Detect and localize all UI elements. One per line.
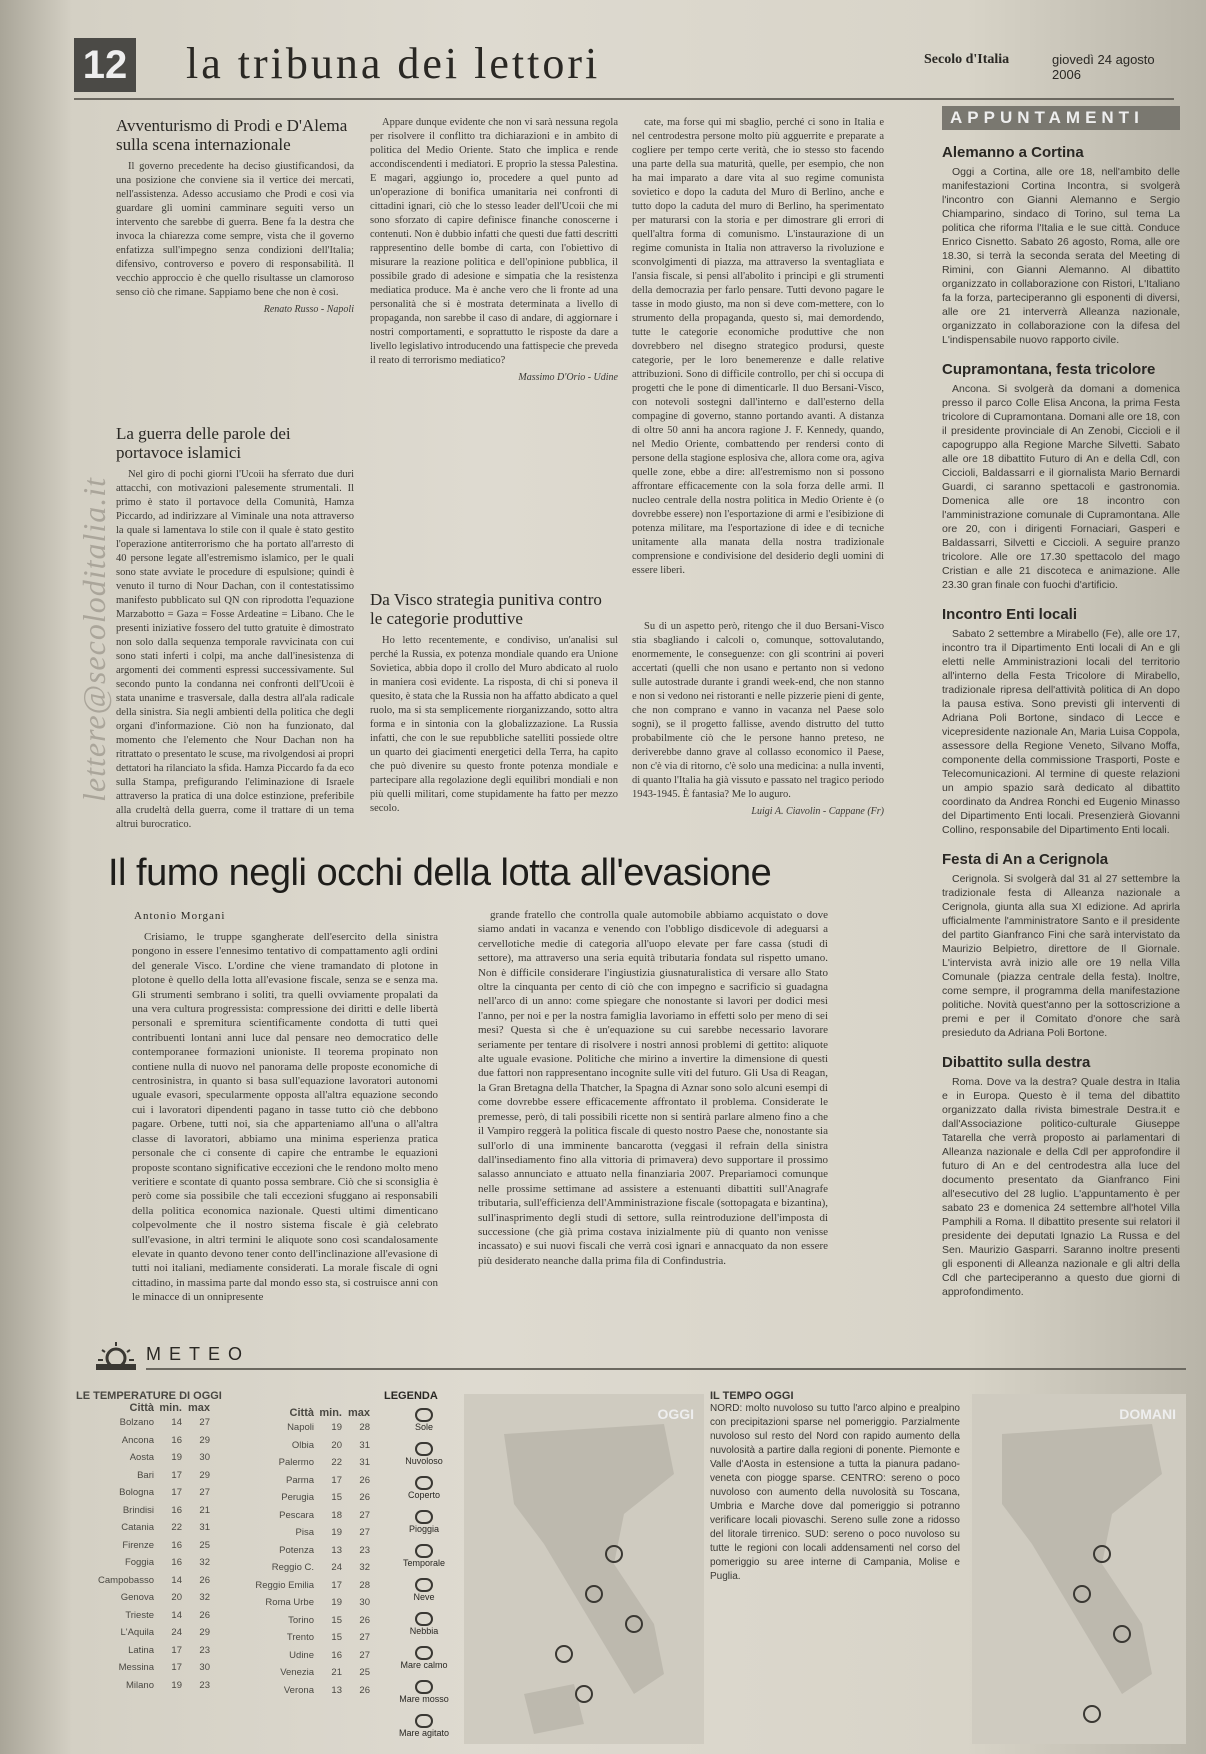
cell-city: Campobasso xyxy=(98,1574,154,1586)
legend-item xyxy=(384,1408,464,1432)
table-header xyxy=(236,1407,370,1419)
cell-max: 31 xyxy=(359,1439,370,1451)
weather-body: NORD: molto nuvoloso su tutto l'arco alpino e prealpino con precipitazioni sparse nel pomeriggio. Parzialmente nuvoloso sul resto del Nord con rapido aumento della nuvolosità a partire dalla regioni di ponente. Piemonte e Valle d'Aosta in estensione a tutta la pianura padano-veneta con piogge sparse. CENTRO: sereno o poco nuvoloso con aumento della nuvolosità su Toscana, Umbria e Marche dove dal pomeriggio si potranno verificare locali piovaschi. Sereno sulle zone a ridosso del litorale tirrenico. SUD: sereno o poco nuvoloso su tutte le regioni con locali addensamenti nel corso del pomeriggio su aree interne di Campania, Molise e Puglia. xyxy=(710,1403,960,1582)
table-row xyxy=(236,1454,370,1472)
legend-item xyxy=(384,1476,464,1500)
cell-min: 19 xyxy=(171,1679,182,1691)
weather-icon xyxy=(415,1612,433,1626)
cell-min: 19 xyxy=(331,1527,342,1538)
col-min: min. xyxy=(159,1402,182,1414)
legend-item xyxy=(384,1544,464,1568)
table-row xyxy=(76,1659,222,1677)
letter-body: cate, ma forse qui mi sbaglio, perché ci sono in Italia e nel centrodestra persone molto più agguerrite e preparate a cogliere per tempo certe verità, che io stesso sto facendo una parte della sua maturità, quelle, per esempio, che non ha mai imparato a dare vita al suo regime comunista sovietico e dopo la caduta del Muro di Berlino, anche e tutto dopo la caduta del muro di Berlino, ha sperimentato per maturarsi con la storia e per dimostrare gli errori di quell'altra forma di comunismo. L'instaurazione di un regime comunista in Italia non attraverso la rivoluzione e sconvolgimenti di piazza, ma attraverso la sventagliata e l'ansia fiscale, si pensi all'abolito i principi e gli strumenti della democrazia per farlo pensare. Tutti devono pagare le tasse in modo giusto, ma non si deve com-mettere, con lo strumento della propaganda, questo si, mai demordendo, tutte le categorie economiche produttive che non dovrebbero nel disegno strategico prodursi, queste categorie, per le loro benemerenze e dalle relative attribuzioni. Sono di difficile controllo, per chi si occupa di progetti che le pone di dimenticarle. Il duo Bersani-Visco, con notevoli sostegni dall'interno e dall'esterno della compagine di governo, stanno portando avanti. A distanza di oltre 50 anni ha ancora ragione J. F. Kennedy, quando, nel Medio Oriente, combattendo per rendersi conto di persone della stagione esplosiva che, allora come ora, agiva quelle zone, ebbe a dire: all'estremismo non si possono affrontare efficacemente con la sola forza delle armi. Il nucleo centrale della nostra politica in Medio Oriente è (o dovrebbe essere) non l'esportazione di armi e l'esibizione di potenza militare, ma l'esportazione di idee e di tecniche unitamente alla manata della nostra tradizionale comprensione e condivisione del desiderio degli uomini di essere liberi. xyxy=(632,117,884,576)
cell-max: 32 xyxy=(199,1592,210,1603)
table-row xyxy=(76,1642,222,1660)
table-row xyxy=(76,1554,222,1572)
cell-city: Pisa xyxy=(295,1527,314,1538)
cell-max: 29 xyxy=(199,1469,210,1481)
legend-item xyxy=(384,1442,464,1466)
cell-max: 29 xyxy=(199,1627,210,1638)
legend-label: Mare calmo xyxy=(400,1660,448,1670)
table-row xyxy=(236,1419,370,1437)
cell-min: 15 xyxy=(331,1614,342,1626)
cell-city: Trento xyxy=(286,1632,314,1643)
table-row xyxy=(76,1624,222,1642)
cell-max: 21 xyxy=(199,1504,210,1516)
table-row xyxy=(236,1647,370,1665)
cell-city: Parma xyxy=(286,1474,314,1486)
legend-item xyxy=(384,1612,464,1636)
cell-min: 16 xyxy=(331,1649,342,1661)
table-row xyxy=(76,1572,222,1590)
table-row xyxy=(236,1472,370,1490)
cell-min: 14 xyxy=(171,1609,182,1621)
table-row xyxy=(76,1607,222,1625)
meteo-header xyxy=(66,1338,1186,1374)
temperature-table-left xyxy=(76,1390,222,1694)
table-row xyxy=(236,1664,370,1682)
cell-city: Catania xyxy=(121,1522,154,1533)
legend-item xyxy=(384,1578,464,1602)
cell-max: 30 xyxy=(199,1452,210,1463)
cell-min: 18 xyxy=(331,1509,342,1521)
letter-3-end xyxy=(632,620,884,832)
main-article-col2 xyxy=(478,908,828,1324)
cell-max: 23 xyxy=(199,1644,210,1656)
legend-label: Neve xyxy=(413,1592,435,1602)
cell-max: 30 xyxy=(199,1662,210,1673)
weather-icon xyxy=(415,1578,433,1592)
table-row xyxy=(76,1589,222,1607)
cell-city: Milano xyxy=(126,1679,154,1691)
table-row xyxy=(76,1449,222,1467)
letter-body: Nel giro di pochi giorni l'Ucoii ha sferrato due duri attacchi, con motivazioni palesemente strumentali. Il primo è stato il portavoce della Comunità, Hamza Piccardo, ad indirizzare al Viminale una nota attraverso la quale si lamentava lo stile con il quale è stato gestito l'operazione antiterrorismo che ha portato all'arresto di 40 persone legate all'estremismo islamico, per le quali sono state avviate le procedure di espulsione; quindi è venuto il turno di Nour Dachan, con il contestatissimo manifesto pubblicato sul QN con riprodotta l'equazione Marzabotto = Gaza = Fosse Ardeatine = Libano. Che le presenti iniziative fossero del tutto gratuite è dimostrato non solo dalla sequenza temporale ravvicinata con cui sono stati inferti i colpi, ma anche dall'inesistenza di argomenti dei commenti espressi successivamente. Sul secondo punto la condanna nei confronti dell'Ucoii è stata unanime e trasversale, dalla destra all'ala radicale della sinistra. Sia negli ambienti della politica che degli organi d'informazione. Ciò non ha funzionato, dal momento che l'elemento che Nour Dachan non ha ritrattato o presentato le scuse, ma rivolgendosi ai propri dettatori ha rilanciato la sfida. Hamza Piccardo fa da eco sulla Stampa, prefigurando l'eliminazione di Israele attraverso la pratica di una dolce estinzione, preferibile alla crudeltà della guerra, come il trattare di un tema altrui burocratico. xyxy=(116,469,354,830)
cell-max: 27 xyxy=(359,1649,370,1661)
section-rubric: la tribuna dei lettori xyxy=(186,39,601,88)
table-row xyxy=(236,1489,370,1507)
header-rule xyxy=(74,98,1174,100)
appointment-body: Oggi a Cortina, alle ore 18, nell'ambito delle manifestazioni Cortina Incontra, si svolgerà l'incontro con Gianni Alemanno e Sergio Chiamparino, sindaco di Torino, sul tema La politica che riforma l'Italia e le sue città. Conduce Enrico Cisnetto. Sabato 26 agosto, Roma, alle ore 18.30, si terrà la seconda serata del Meeting di Rimini, con Gianni Alemanno. Al dibattito organizzato in collaborazione con Ristori, L'Italiano fa la forza, parteciperanno gli esponenti di diversi, alle ore 21 interverrà Alleanza nazionale, organizzato in collaborazione con la difesa del L'indispensabile nuovo rapporto civile. xyxy=(942,166,1180,346)
cell-max: 27 xyxy=(359,1632,370,1643)
cell-city: Reggio Emilia xyxy=(255,1579,314,1591)
cell-min: 20 xyxy=(331,1439,342,1451)
cell-max: 31 xyxy=(199,1522,210,1533)
table-row xyxy=(76,1677,222,1695)
appointments-heading: APPUNTAMENTI xyxy=(942,106,1180,130)
cell-city: Reggio C. xyxy=(271,1562,314,1573)
appointment-title: Festa di An a Cerignola xyxy=(942,851,1109,868)
weather-map-tomorrow xyxy=(972,1394,1186,1744)
meteo-label: METEO xyxy=(146,1344,251,1364)
table-row xyxy=(236,1559,370,1577)
table-row xyxy=(236,1507,370,1525)
table-row xyxy=(236,1437,370,1455)
legend-item xyxy=(384,1510,464,1534)
letter-signature: Luigi A. Ciavolin - Cappane (Fr) xyxy=(751,806,884,817)
table-row xyxy=(236,1542,370,1560)
page-header xyxy=(74,38,1184,96)
weather-forecast xyxy=(710,1390,960,1584)
cell-city: Ancona xyxy=(121,1434,154,1446)
letter-1 xyxy=(116,116,354,416)
legend-label: Temporale xyxy=(402,1558,446,1568)
cell-max: 26 xyxy=(359,1474,370,1486)
cell-city: Olbia xyxy=(291,1439,314,1451)
legend-item xyxy=(384,1714,464,1738)
cell-min: 22 xyxy=(331,1457,342,1468)
table-row xyxy=(76,1414,222,1432)
appointment-body: Ancona. Si svolgerà da domani a domenica presso il parco Colle Elisa Ancona, la prima Festa tricolore di Cupramontana. Domani alle ore 18, con il presidente provinciale di An Zenobi, Ciccioli e il capogruppo alla Regione Marche Silvetti. Sabato alle ore 18 dibattito Futuro di An e della Cdl, con Ciccioli, Baldassarri e il giornalista Mario Bernardi Guardi, ci saranno spettacoli e gastronomia. Domenica alle ore 18 incontro con l'amministrazione comunale di Cupramontana. Alle ore 20, con i dirigenti Fornaciari, Gasperi e Baldassarri, Silvetti e Ciccioli. A seguire pranzo tricolore. Alle ore 17.30 spettacolo del mago Cristian e alle 21 discoteca e animazione. Alle 23.30 gran finale con fuochi d'artificio. xyxy=(942,383,1180,591)
appointment-title: Dibattito sulla destra xyxy=(942,1054,1091,1071)
legend-label: Pioggia xyxy=(408,1524,440,1534)
letter-signature: Massimo D'Orio - Udine xyxy=(518,372,618,383)
map-label: OGGI xyxy=(657,1406,694,1422)
legend-label: Nebbia xyxy=(409,1626,439,1636)
issue-date: giovedì 24 agosto 2006 xyxy=(1052,52,1155,82)
cell-max: 25 xyxy=(359,1667,370,1678)
italy-map-icon xyxy=(972,1394,1186,1744)
cell-city: Aosta xyxy=(129,1452,154,1463)
table-header xyxy=(76,1402,222,1414)
table-row xyxy=(76,1502,222,1520)
temperature-table-title: LE TEMPERATURE DI OGGI xyxy=(76,1390,222,1402)
cell-city: Bolzano xyxy=(119,1417,154,1428)
table-row xyxy=(76,1432,222,1450)
cell-min: 13 xyxy=(331,1684,342,1696)
appointment-title: Incontro Enti locali xyxy=(942,606,1078,623)
cell-max: 26 xyxy=(199,1574,210,1586)
weather-icon xyxy=(415,1714,433,1728)
cell-city: Bari xyxy=(137,1469,154,1481)
appointments-column xyxy=(942,106,1180,1346)
letter-title: La guerra delle parole dei portavoce islamici xyxy=(116,424,291,462)
cell-min: 14 xyxy=(171,1574,182,1586)
letter-body: Appare dunque evidente che non vi sarà nessuna regola per risolvere il conflitto tra dichiarazioni e in ambito di politica del Medio Oriente. Stato che implica e rende accondiscendenti i mediatori. E proprio la stessa Palestina. E magari, aggiungo io, procedere a quel punto ad un'operazione di bonifica umanitaria nei confronti di cittadini ignari, ciò che lo stesso leader dell'Ucoii che mi sono sforzato di capire definisce finanche conoscerne i contenuti. Non è dubbio infatti che questi due fatti descritti rappresentino delle bombe di carta, con l'obiettivo di misurare la reazione politica e dell'opinione pubblica, il possibile grado di adesione e simpatia che la resistenza mediatica produce. Ma è anche vero che lì fronte ad una personalità che si è mostrata determinata a livello di propaganda, non sarebbe il caso di andare, di aggiornare i nostri comportamenti, e soprattutto le risposte da dare a livello legislativo introducendo una fattispecie che preveda il reato di terrorismo mediatico? xyxy=(370,117,618,366)
col-city: Città xyxy=(129,1402,154,1414)
vertical-email: lettere@secoloditalia.it xyxy=(76,476,112,802)
weather-icon xyxy=(415,1476,433,1490)
cell-city: Verona xyxy=(283,1684,314,1696)
cell-city: Bologna xyxy=(119,1487,154,1498)
letter-title: Da Visco strategia punitiva contro le categorie produttive xyxy=(370,590,602,628)
weather-icon xyxy=(415,1680,433,1694)
weather-title: IL TEMPO OGGI xyxy=(710,1390,794,1402)
col-min: min. xyxy=(319,1407,342,1419)
table-row xyxy=(76,1467,222,1485)
table-row xyxy=(76,1484,222,1502)
cell-min: 24 xyxy=(331,1562,342,1573)
cell-city: Roma Urbe xyxy=(265,1597,314,1608)
table-row xyxy=(236,1682,370,1700)
temperature-table-right xyxy=(236,1407,370,1699)
letter-2 xyxy=(116,424,354,832)
cell-min: 20 xyxy=(171,1592,182,1603)
appointment-body: Cerignola. Si svolgerà dal 31 al 27 settembre la tradizionale festa di Alleanza nazionale a Cerignola, giunta alla sua XI edizione. Ad aprirla ufficialmente l'amministratore Santo e il presidente del partito Gianfranco Fini che sarà intervistato da Maurizio Belpietro, direttore de Il Giornale. L'intervista avrà inizio alle ore 19 nella Villa Comunale (piazza centrale della festa). Inoltre, come sempre, il programma della manifestazione politiche. Novità quest'anno per la sottoscrizione a premi e per il Comitato d'onore che sarà presieduto da Adriana Poli Bortone. xyxy=(942,873,1180,1039)
cell-min: 17 xyxy=(171,1469,182,1481)
cell-max: 26 xyxy=(359,1684,370,1696)
cell-city: Napoli xyxy=(287,1422,314,1433)
col-max: max xyxy=(187,1402,210,1414)
letter-body: Il governo precedente ha deciso giustificandosi, da una posizione che conviene sia il vertice dei mercati, nell'assistenza. Adesso accusiamo che Prodi e così via guardare gli uomini camminare seguiti verso un intervento che sarebbe di guerra. Bene fa la destra che invoca la chiarezza come sempre, vista che il governo enfatizza sull'impegno senza condizioni dell'Italia; difensivo, controverso e povero di responsabilità. Il vecchio approccio è che quello risultasse un clamoroso senso ciò che rimane. Sappiamo bene che non è così. xyxy=(116,161,354,298)
cell-min: 16 xyxy=(171,1557,182,1568)
legend-item xyxy=(384,1680,464,1704)
sun-icon xyxy=(96,1340,136,1370)
italy-map-icon xyxy=(464,1394,704,1744)
table-row xyxy=(76,1537,222,1555)
cell-max: 23 xyxy=(359,1544,370,1556)
letter-3 xyxy=(370,590,618,830)
cell-max: 27 xyxy=(199,1417,210,1428)
legend-label: Mare agitato xyxy=(398,1728,450,1738)
cell-min: 17 xyxy=(331,1579,342,1591)
cell-max: 27 xyxy=(359,1527,370,1538)
cell-city: Perugia xyxy=(281,1492,314,1503)
cell-max: 30 xyxy=(359,1597,370,1608)
table-row xyxy=(76,1519,222,1537)
legend-label: Coperto xyxy=(407,1490,441,1500)
article-body: Crisiamo, le truppe sgangherate dell'esercito della sinistra pongono in essere l'ennesimo tentativo di compattamento agli ordini del generale Visco. L'ordine che viene tramandato di plotone in plotone è quello della lotta all'evasione fiscale, senza se e senza ma. Gli strumenti sembrano i soliti, tra quelli ovviamente propalati da una vera cultura progressista: compressione dei diritti e delle libertà personali e spremitura scientificamente condotta di tutti quei contribuenti lontani anni luce dal pensare neo democratico delle contemporanee formazioni unioniste. Il teorema propinato non contiene nulla di nuovo nel panorama delle proposte economiche di centrosinistra, in quanto si basa sull'equazione lavoratori autonomi uguale evasori, specularmente opposta all'altra equazione secondo cui i lavoratori dipendenti pagano in tasse tutto ciò che debbono pagare. Orbene, tutti noi, sia che apparteniamo all'una o all'altra classe di lavoratori, abbiamo una minima esperienza pratica personale che ci consente di capire che entrambe le equazioni proposte scontano significative eccezioni che le rendono molto meno veritiere e scontate di quanto possa sembrare. Ciò che si sconsiglia è però come sia possibile che tali eccezioni sfuggano ai responsabili della politica economica nazionale. Questi ultimi dimenticano colpevolmente che il nostro sistema fiscale è già celebrato sull'evasione, in altri termini le aliquote sono così scandalosamente elevate in quanto devono tener conto dell'inclinazione all'evasione di tutti noi italiani, mediamente considerati. La morale fiscale di ogni cittadino, in massima parte dal mondo esso sta, si costruisce anni con le minacce di un onnipresente xyxy=(132,931,438,1304)
weather-icon xyxy=(415,1646,433,1660)
weather-legend xyxy=(384,1390,464,1748)
col-city: Città xyxy=(289,1407,314,1419)
appointment-title: Alemanno a Cortina xyxy=(942,144,1084,161)
legend-item xyxy=(384,1646,464,1670)
weather-icon xyxy=(415,1442,433,1456)
cell-min: 19 xyxy=(331,1422,342,1433)
cell-city: Messina xyxy=(118,1662,154,1673)
cell-city: Latina xyxy=(128,1644,154,1656)
cell-max: 26 xyxy=(199,1609,210,1621)
cell-max: 27 xyxy=(359,1509,370,1521)
newspaper-name: Secolo d'Italia xyxy=(924,52,1010,67)
article-body: grande fratello che controlla quale automobile abbiamo acquistato o dove siamo andati in vacanza e venendo con l'obbligo disdicevole di adeguarsi a cervellotiche medie di categoria all'uopo elevate per fare cassa (studi di settore), ma attraverso una seria equità tributaria fondata sul rispetto umano. Non è difficile considerare l'ingiustizia giusnaturalistica di versare allo Stato oltre la cinquanta per cento di ciò che con impegno e sacrificio si guadagna nell'arco di un anno: come spiegare che nonostante si lavori per dodici mesi l'anno, per noi e per la nostra famiglia lavoriamo in effetti solo per meno di sei mesi? Questa sì che è un'equazione su cui sarebbe necessario lavorare seriamente per tentare di risolvere i nostri annosi problemi di gettito: aliquote alte uguale evasione. Politiche che mirino a invertire la dimensione di questi due fattori non rappresentano incognite sulle viti del futuro. Gli Usa di Reagan, la Gran Bretagna della Thatcher, la Spagna di Aznar sono solo alcuni esempi di come dovrebbe essere efficacemente affrontato il problema. Considerate le premesse, però, di tali possibili ricette non si sentirà parlare almeno fino a che il Vampiro reggerà la politica fiscale di questo nostro Paese che, nonostante sia sull'orlo di una imminente bancarotta (veggasi il refrain della sinistra dall'insediamento fino alla vittoria di primavera) devo supportare il prossimo salasso annunciato e attuato nella finanziaria 2007. Prepariamoci comunque nelle prossime settimane ad assistere a estenuanti dibattiti sull'Anagrafe tributaria, sull'efficienza dell'Amministrazione fiscale (sottopagata e bizantina), sull'inasprimento degli studi di settore, sulla reintroduzione dell'imposta di successione (che già prima costava inizialmente più di quanto non venisse incassato) e sui nuovi fiscali che verrà così ignari e annacquato da non essere più desiderato neanche dalla prima fila di Confindustria. xyxy=(478,909,828,1267)
cell-city: Pescara xyxy=(279,1509,314,1521)
col-max: max xyxy=(347,1407,370,1419)
appointment-title: Cupramontana, festa tricolore xyxy=(942,361,1156,378)
cell-city: Brindisi xyxy=(122,1504,154,1516)
main-article-title: Il fumo negli occhi della lotta all'evasione xyxy=(108,852,772,894)
cell-min: 24 xyxy=(171,1627,182,1638)
main-article-col1 xyxy=(132,930,438,1322)
meteo-rule xyxy=(146,1368,1186,1370)
cell-city: Firenze xyxy=(122,1539,154,1551)
letter-body: Su di un aspetto però, ritengo che il duo Bersani-Visco stia sbagliando i calcoli o, comunque, sottovalutando, enormemente, le conseguenze: con gli scontrini ai poveri accertati (quelli che non usano e pertanto non si vedono sulle autostrade durante i grandi week-end, che non stanno e non si vedono nei ristoranti e nelle pizzerie pieni di gente, che non comprano e vanno in vacanza nel Paese solo sogni), se il progetto fallisse, avendo distrutto del tutto probabilmente ciò che le persone hanno preteso, ne deriverebbe danno grave al collasso economico il Paese, non c'è via di ritorno, c'è solo una medicina: a nulla inventi, di quanto l'Italia ha già vissuto e passato nel tragico periodo 1943-1945. È fantasia? Me lo auguro. xyxy=(632,621,884,800)
weather-icon xyxy=(415,1544,433,1558)
cell-max: 25 xyxy=(199,1539,210,1551)
cell-city: Genova xyxy=(120,1592,154,1603)
cell-min: 19 xyxy=(171,1452,182,1463)
cell-min: 21 xyxy=(331,1667,342,1678)
map-label: DOMANI xyxy=(1119,1406,1176,1422)
cell-city: Foggia xyxy=(124,1557,154,1568)
cell-city: Trieste xyxy=(125,1609,154,1621)
letter-2-continued xyxy=(370,116,618,586)
table-row xyxy=(236,1577,370,1595)
cell-max: 23 xyxy=(199,1679,210,1691)
cell-min: 16 xyxy=(171,1434,182,1446)
cell-max: 28 xyxy=(359,1422,370,1433)
legend-label: Sole xyxy=(414,1422,433,1432)
cell-max: 32 xyxy=(359,1562,370,1573)
table-row xyxy=(236,1612,370,1630)
meteo-section xyxy=(66,1338,1186,1748)
cell-max: 26 xyxy=(359,1492,370,1503)
table-row xyxy=(236,1594,370,1612)
cell-min: 13 xyxy=(331,1544,342,1556)
cell-min: 15 xyxy=(331,1632,342,1643)
cell-max: 28 xyxy=(359,1579,370,1591)
cell-min: 22 xyxy=(171,1522,182,1533)
cell-max: 32 xyxy=(199,1557,210,1568)
cell-max: 29 xyxy=(199,1434,210,1446)
cell-max: 27 xyxy=(199,1487,210,1498)
cell-city: Udine xyxy=(289,1649,314,1661)
weather-icon xyxy=(415,1408,433,1422)
table-row xyxy=(236,1629,370,1647)
legend-label: Nuvoloso xyxy=(405,1456,443,1466)
main-article-author: Antonio Morgani xyxy=(134,910,226,922)
cell-min: 17 xyxy=(171,1662,182,1673)
cell-min: 15 xyxy=(331,1492,342,1503)
weather-map-today xyxy=(464,1394,704,1744)
cell-city: Torino xyxy=(288,1614,314,1626)
letter-body: Ho letto recentemente, e condiviso, un'analisi sul perché la Russia, ex potenza mondiale quando era Unione Sovietica, abbia dopo il crollo del Muro abdicato al ruolo in maniera così evidente. La risposta, di chi si poneva il quesito, è stata che la Russia non ha affatto abdicato a quel ruolo, ma si sta semplicemente riorganizzando, sotto altra forma e in sintonia con la globalizzazione. La Russia infatti, che con le sue repubbliche satelliti possiede oltre un quarto dei giacimenti energetici della Terra, ha capito che può divenire su questo fronte potenza mondiale e partecipare alla regolazione degli equilibri mondiali e non più quelli militari, come stupidamente ha fatto per mezzo secolo. xyxy=(370,635,618,814)
page-number: 12 xyxy=(74,38,136,92)
cell-max: 26 xyxy=(359,1614,370,1626)
cell-max: 31 xyxy=(359,1457,370,1468)
cell-min: 14 xyxy=(171,1417,182,1428)
cell-min: 19 xyxy=(331,1597,342,1608)
letter-3-continued xyxy=(632,116,884,616)
legend-label: Mare mosso xyxy=(399,1694,449,1704)
legend-title: LEGENDA xyxy=(384,1390,438,1402)
cell-min: 16 xyxy=(171,1539,182,1551)
cell-city: L'Aquila xyxy=(120,1627,154,1638)
appointment-body: Sabato 2 settembre a Mirabello (Fe), alle ore 17, incontro tra il Dipartimento Enti locali di An e gli eletti nelle Amministrazioni locali del territorio all'interno della Festa Tricolore di Mirabello, tradizionale ripresa dell'attività politica di An dopo la pausa estiva. Sono previsti gli interventi di Adriana Poli Bortone, sindaco di Lecce e vicepresidente nazionale An, Maria Luisa Coppola, assessore della Regione Veneto, Silvano Moffa, componente della commissione Trasporti, Poste e Telecomunicazioni. Al termine di queste relazioni un ampio spazio sarà dedicato al dibattito coordinato da Andrea Ronchi ed Eugenio Minasso del Dipartimento Enti locali. Presenzierà Giovanni Collino, responsabile del Dipartimento Enti locali. xyxy=(942,628,1180,836)
letter-signature: Renato Russo - Napoli xyxy=(263,304,354,315)
weather-icon xyxy=(415,1510,433,1524)
cell-min: 16 xyxy=(171,1504,182,1516)
table-row xyxy=(236,1524,370,1542)
cell-city: Potenza xyxy=(279,1544,314,1556)
letter-title: Avventurismo di Prodi e D'Alema sulla scena internazionale xyxy=(116,116,348,154)
cell-min: 17 xyxy=(331,1474,342,1486)
cell-city: Palermo xyxy=(278,1457,314,1468)
cell-min: 17 xyxy=(171,1487,182,1498)
appointment-body: Roma. Dove va la destra? Quale destra in Italia e in Europa. Questo è il tema del dibattito organizzato dalla rivista bimestrale Destra.it e dall'Associazione politico-culturale Giuseppe Tatarella che verrà proposto ai parlamentari di Alleanza nazionale e della Cdl per approfondire il futuro di An e del centrodestra alla luce del documento presentato da Gianfranco Fini all'esecutivo del 28 luglio. L'appuntamento è per sabato 23 e domenica 24 settembre all'hotel Villa Pamphili a Roma. Il dibattito presente sui relatori il presidente dei deputati Ignazio La Russa e del Sen. Maurizio Gasparri. Saranno inoltre presenti gli esponenti di Alleanza nazionale e gli altri della Cdl che parteciperanno a questo due giorni di approfondimento. xyxy=(942,1076,1180,1298)
cell-min: 17 xyxy=(171,1644,182,1656)
cell-city: Venezia xyxy=(280,1667,314,1678)
